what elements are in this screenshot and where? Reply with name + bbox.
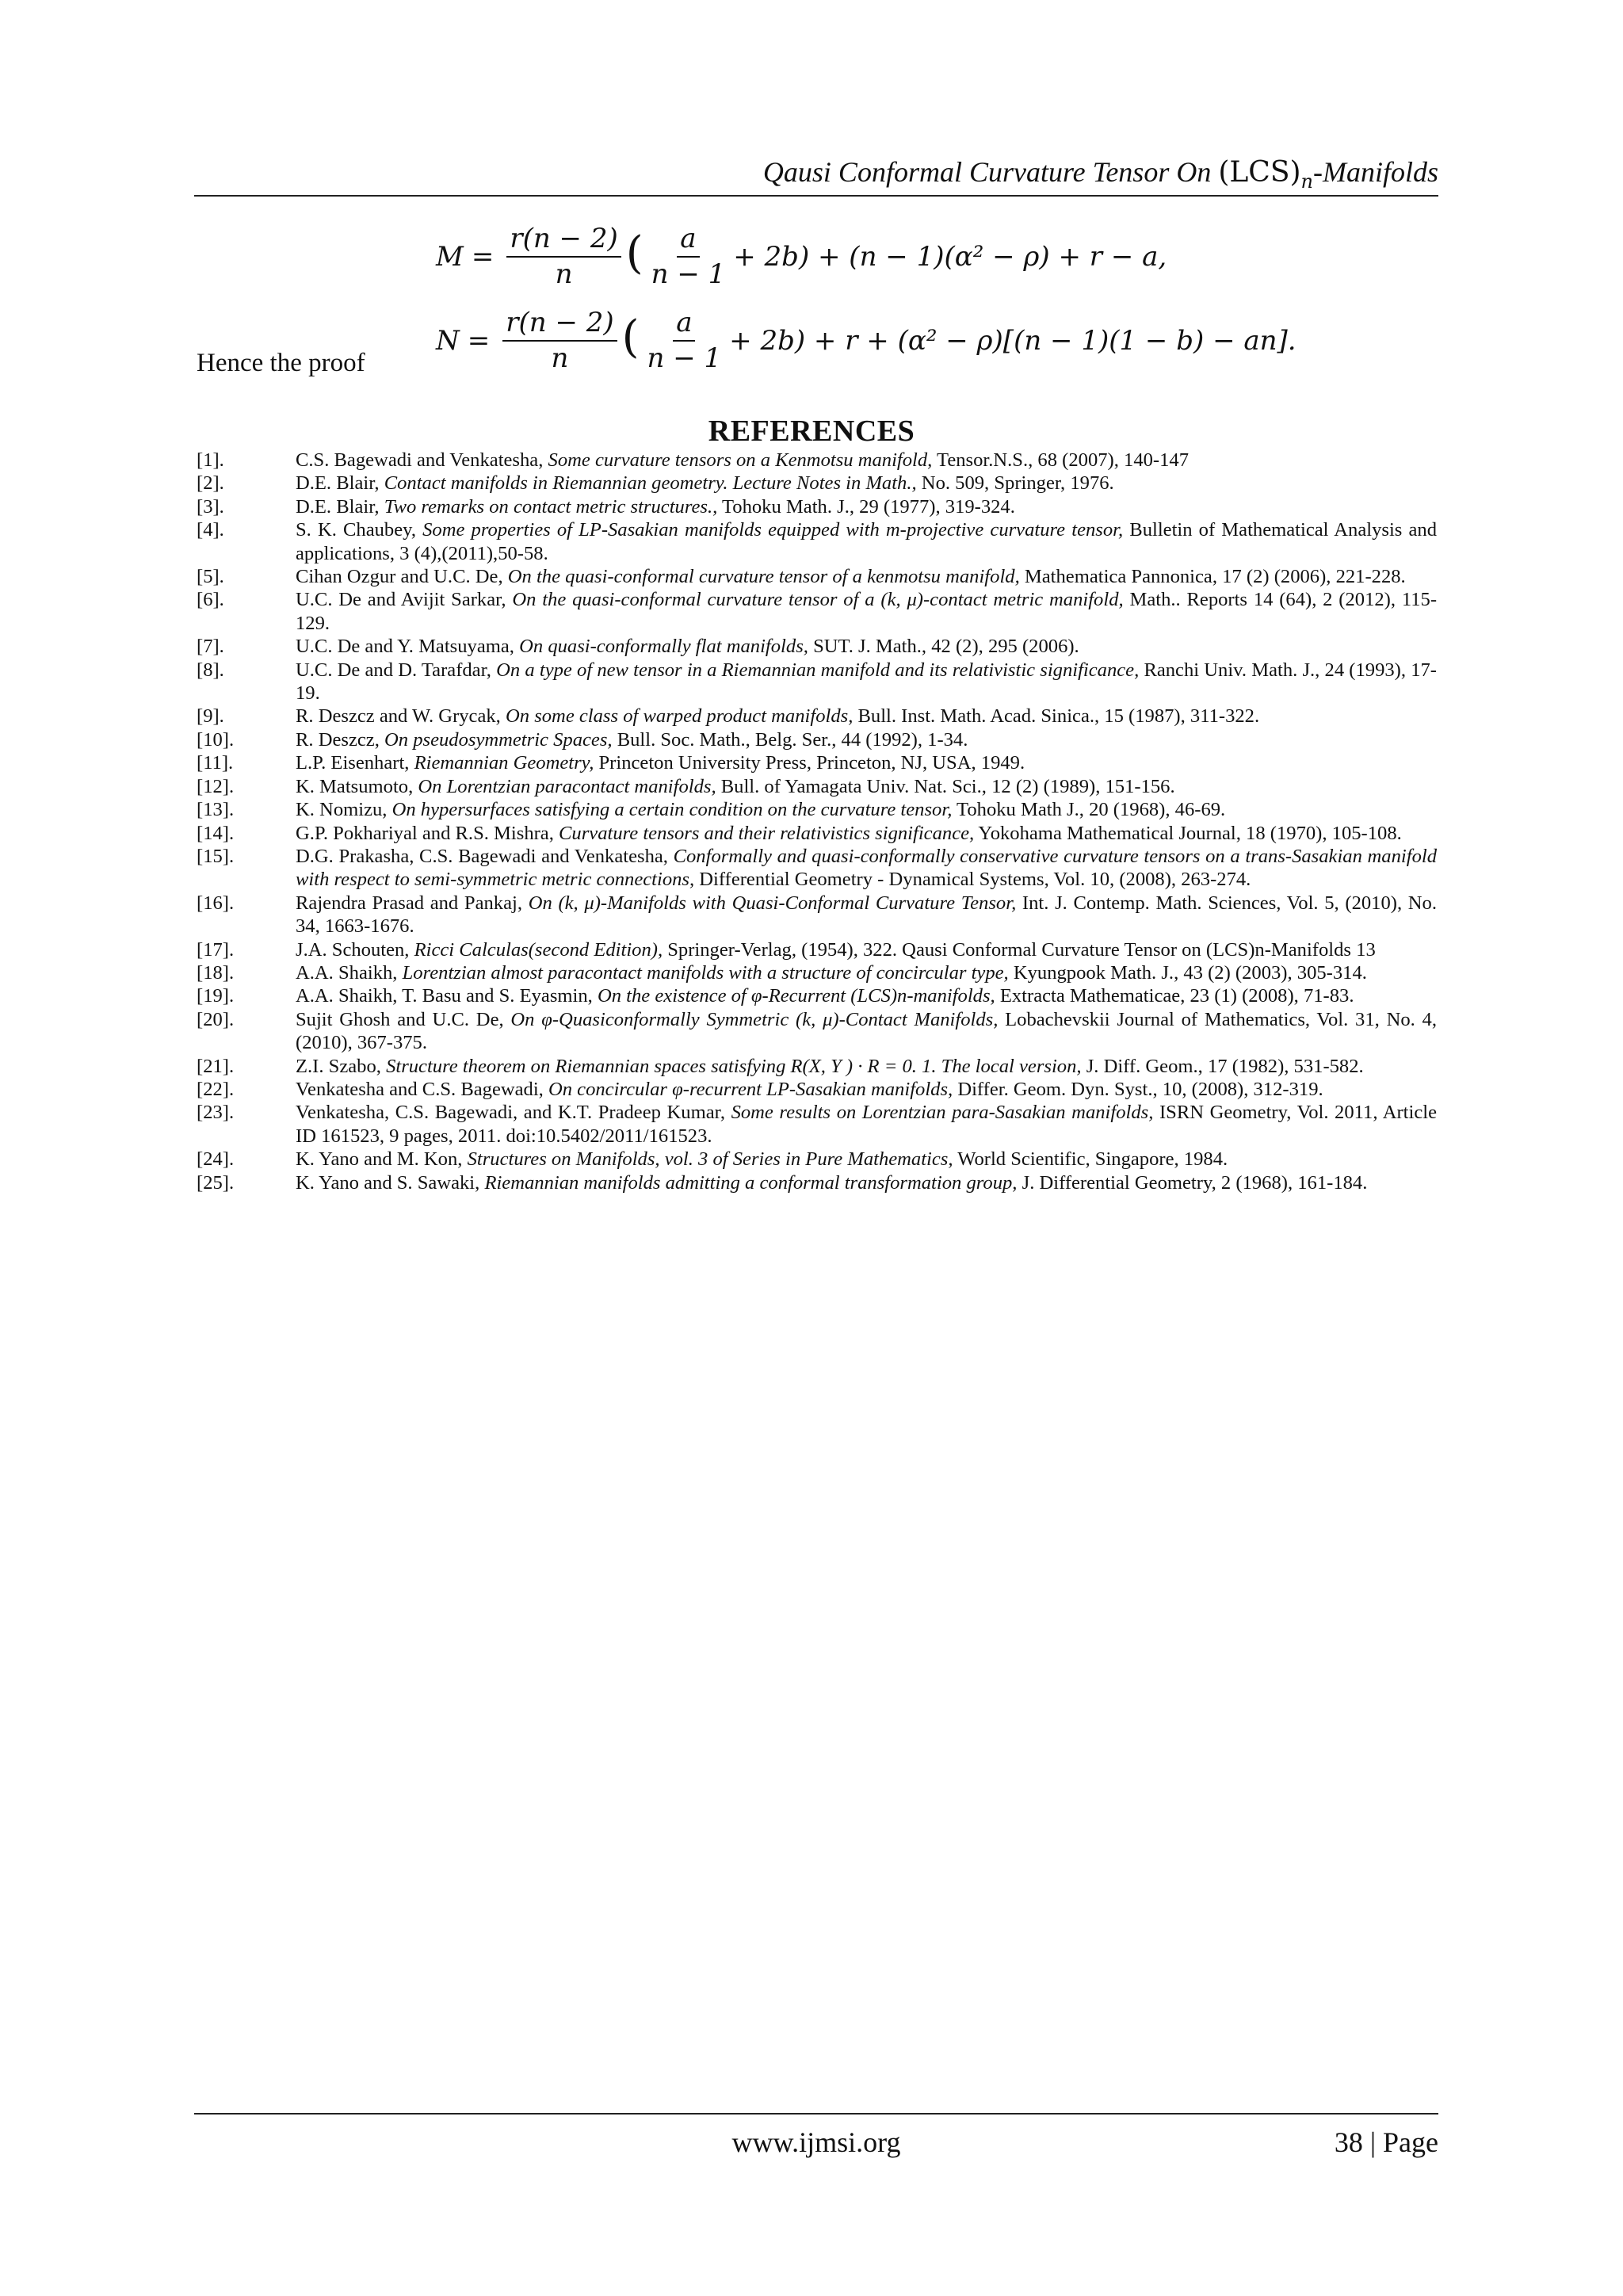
reference-publication: ISRN Geometry, Vol. 2011, Article ID 161523, 9 pages, 2011. doi:10.5402/2011/161523.	[296, 1102, 1437, 1147]
reference-publication: Princeton University Press, Princeton, NJ, USA, 1949.	[594, 752, 1025, 774]
reference-item	[197, 635, 1437, 658]
reference-text	[296, 565, 1437, 588]
reference-authors: A.A. Shaikh,	[296, 961, 403, 984]
reference-item	[197, 938, 1437, 961]
reference-publication: Kyungpook Math. J., 43 (2) (2003), 305-314.	[1008, 961, 1367, 984]
reference-authors: Rajendra Prasad and Pankaj,	[296, 892, 529, 914]
reference-title: On Lorentzian paracontact manifolds,	[418, 775, 716, 797]
reference-text	[296, 845, 1437, 892]
eq2-frac2-num: a	[673, 308, 695, 342]
reference-text	[296, 1148, 1437, 1171]
reference-authors: D.G. Prakasha, C.S. Bagewadi and Venkatesha,	[296, 845, 674, 867]
reference-authors: A.A. Shaikh, T. Basu and S. Eyasmin,	[296, 985, 598, 1007]
reference-publication: Differential Geometry - Dynamical Systems, Vol. 10, (2008), 263-274.	[694, 869, 1251, 891]
reference-title: On the quasi-conformal curvature tensor of a (k, μ)-contact metric manifold,	[512, 589, 1124, 611]
reference-publication: Lobachevskii Journal of Mathematics, Vol. 31, No. 4, (2010), 367-375.	[296, 1008, 1438, 1054]
reference-item	[197, 1008, 1437, 1055]
reference-title: Structure theorem on Riemannian spaces satisfying R(X, Y ) · R = 0. 1. The local version,	[386, 1055, 1082, 1077]
running-title-sub: n	[1300, 170, 1313, 193]
reference-authors: D.E. Blair,	[296, 495, 384, 518]
reference-text	[296, 1055, 1437, 1078]
reference-number: [2].	[197, 472, 224, 495]
reference-authors: Z.I. Szabo,	[296, 1055, 387, 1077]
reference-text	[296, 1171, 1437, 1194]
reference-item	[197, 565, 1437, 588]
reference-text	[296, 984, 1437, 1007]
reference-item	[197, 449, 1437, 472]
reference-authors: K. Nomizu,	[296, 799, 392, 821]
equation-n: N = $\frac{r(n - 2)}{n}$ ( $\frac{a}{n - 1}$ + 2b) + r + (α² − ρ)[(n − 1)(1 − b) − an].	[436, 306, 1296, 374]
reference-number: [14].	[197, 822, 235, 844]
reference-text	[296, 938, 1437, 961]
reference-item	[197, 775, 1437, 798]
reference-authors: K. Yano and M. Kon,	[296, 1148, 468, 1171]
proof-conclusion: Hence the proof	[197, 349, 365, 377]
reference-text	[296, 822, 1437, 845]
reference-publication: Int. J. Contemp. Math. Sciences, Vol. 5, (2010), No. 34, 1663-1676.	[296, 892, 1437, 938]
reference-number: [23].	[197, 1102, 235, 1124]
reference-title: On (k, μ)-Manifolds with Quasi-Conformal Curvature Tensor,	[528, 892, 1017, 914]
reference-item	[197, 728, 1437, 751]
reference-authors: J.A. Schouten,	[296, 938, 414, 961]
reference-item	[197, 751, 1437, 774]
reference-authors: U.C. De and Avijit Sarkar,	[296, 589, 513, 611]
reference-publication: No. 509, Springer, 1976.	[916, 472, 1114, 495]
reference-authors: Venkatesha, C.S. Bagewadi, and K.T. Pradeep Kumar,	[296, 1102, 731, 1124]
reference-title: On concircular φ-recurrent LP-Sasakian manifolds,	[548, 1078, 953, 1100]
reference-text	[296, 588, 1437, 635]
reference-item	[197, 472, 1437, 495]
reference-title: On pseudosymmetric Spaces,	[384, 728, 613, 751]
reference-number: [6].	[197, 589, 224, 611]
eq1-fraction-1	[506, 223, 621, 290]
eq1-fraction-2	[648, 223, 729, 290]
reference-publication: Bull. Inst. Math. Acad. Sinica., 15 (1987), 311-322.	[853, 705, 1260, 728]
reference-number: [22].	[197, 1078, 235, 1100]
reference-text	[296, 495, 1437, 518]
reference-text	[296, 751, 1437, 774]
reference-text	[296, 1078, 1437, 1101]
journal-url[interactable]: www.ijmsi.org	[731, 2126, 901, 2158]
reference-item	[197, 1148, 1437, 1171]
reference-authors: U.C. De and Y. Matsuyama,	[296, 636, 520, 658]
reference-authors: Cihan Ozgur and U.C. De,	[296, 566, 508, 588]
reference-title: Some results on Lorentzian para-Sasakian manifolds,	[731, 1102, 1154, 1124]
reference-title: On hypersurfaces satisfying a certain condition on the curvature tensor,	[391, 799, 953, 821]
reference-item	[197, 961, 1437, 984]
reference-number: [19].	[197, 985, 235, 1007]
running-title-pre: Qausi Conformal Curvature Tensor On	[762, 156, 1219, 188]
reference-number: [21].	[197, 1055, 235, 1077]
reference-authors: R. Deszcz,	[296, 728, 384, 751]
reference-title: On the quasi-conformal curvature tensor of a kenmotsu manifold,	[507, 566, 1020, 588]
reference-authors: C.S. Bagewadi and Venkatesha,	[296, 449, 548, 471]
reference-text	[296, 705, 1437, 728]
reference-publication: Ranchi Univ. Math. J., 24 (1993), 17-19.	[296, 659, 1437, 705]
reference-item	[197, 1078, 1437, 1101]
reference-number: [7].	[197, 636, 224, 658]
reference-text	[296, 961, 1437, 984]
running-title-math: (LCS)	[1218, 156, 1301, 189]
reference-title: Riemannian manifolds admitting a conformal transformation group,	[484, 1171, 1018, 1194]
eq2-frac2-den: n − 1	[647, 342, 722, 374]
reference-item	[197, 659, 1437, 705]
reference-publication: Tohoku Math J., 20 (1968), 46-69.	[952, 799, 1226, 821]
eq2-tail: + 2b) + r + (α² − ρ)[(n − 1)(1 − b) − an].	[729, 325, 1296, 357]
reference-item	[197, 588, 1437, 635]
references-list	[197, 449, 1437, 1194]
reference-number: [9].	[197, 705, 224, 728]
eq2-frac1-num: r(n − 2)	[502, 308, 617, 342]
reference-authors: D.E. Blair,	[296, 472, 384, 495]
reference-publication: Extracta Mathematicae, 23 (1) (2008), 71-83.	[995, 985, 1354, 1007]
equation-m: M = $\frac{r(n - 2)}{n}$ ( $\frac{a}{n - 1}$ + 2b) + (n − 1)(α² − ρ) + r − a,	[436, 222, 1167, 290]
reference-item	[197, 1171, 1437, 1194]
reference-text	[296, 449, 1437, 472]
reference-title: On φ-Quasiconformally Symmetric (k, μ)-Contact Manifolds,	[510, 1008, 999, 1030]
reference-publication: J. Diff. Geom., 17 (1982), 531-582.	[1081, 1055, 1364, 1077]
reference-title: On the existence of φ-Recurrent (LCS)n-manifolds,	[597, 985, 995, 1007]
eq2-fraction-2	[644, 308, 725, 374]
reference-publication: Tensor.N.S., 68 (2007), 140-147	[932, 449, 1189, 471]
reference-title: Two remarks on contact metric structures.,	[384, 495, 718, 518]
reference-authors: Venkatesha and C.S. Bagewadi,	[296, 1078, 548, 1100]
reference-authors: U.C. De and D. Tarafdar,	[296, 659, 497, 681]
reference-number: [17].	[197, 938, 235, 961]
reference-title: Some properties of LP-Sasakian manifolds equipped with m-projective curvature tensor,	[422, 519, 1124, 541]
reference-text	[296, 798, 1437, 821]
reference-title: Conformally and quasi-conformally conservative curvature tensors on a trans-Sasakian manifold with respect to semi-symmetric metric connections,	[296, 845, 1437, 891]
reference-number: [20].	[197, 1008, 235, 1030]
reference-number: [24].	[197, 1148, 235, 1171]
reference-number: [5].	[197, 566, 224, 588]
reference-title: Lorentzian almost paracontact manifolds with a structure of concircular type,	[402, 961, 1009, 984]
eq1-frac2-den: n − 1	[651, 258, 726, 290]
reference-text	[296, 728, 1437, 751]
reference-publication: World Scientific, Singapore, 1984.	[953, 1148, 1228, 1171]
reference-number: [3].	[197, 495, 224, 518]
references-heading: REFERENCES	[708, 415, 915, 448]
reference-publication: Bull. of Yamagata Univ. Nat. Sci., 12 (2) (1989), 151-156.	[716, 775, 1175, 797]
reference-title: Some curvature tensors on a Kenmotsu manifold,	[548, 449, 933, 471]
reference-text	[296, 1101, 1437, 1148]
reference-text	[296, 659, 1437, 705]
reference-item	[197, 495, 1437, 518]
reference-number: [10].	[197, 728, 235, 751]
reference-item	[197, 1101, 1437, 1148]
page-header	[194, 143, 1438, 197]
reference-item	[197, 705, 1437, 728]
reference-publication: Mathematica Pannonica, 17 (2) (2006), 221-228.	[1019, 566, 1406, 588]
reference-title: On a type of new tensor in a Riemannian manifold and its relativistic significance,	[496, 659, 1140, 681]
reference-number: [25].	[197, 1171, 235, 1194]
reference-publication: Differ. Geom. Dyn. Syst., 10, (2008), 312-319.	[953, 1078, 1323, 1100]
reference-title: On some class of warped product manifolds,	[505, 705, 854, 728]
reference-item	[197, 798, 1437, 821]
reference-title: Structures on Manifolds, vol. 3 of Series in Pure Mathematics,	[467, 1148, 953, 1171]
reference-title: Contact manifolds in Riemannian geometry. Lecture Notes in Math.,	[384, 472, 917, 495]
reference-text	[296, 472, 1437, 495]
reference-title: Curvature tensors and their relativistics significance,	[559, 822, 975, 844]
reference-authors: S. K. Chaubey,	[296, 519, 423, 541]
reference-number: [11].	[197, 752, 234, 774]
reference-text	[296, 1008, 1437, 1055]
reference-item	[197, 984, 1437, 1007]
reference-number: [16].	[197, 892, 235, 914]
eq2-lhs: N	[436, 325, 460, 357]
reference-number: [18].	[197, 961, 235, 984]
reference-publication: Tohoku Math. J., 29 (1977), 319-324.	[717, 495, 1015, 518]
reference-publication: SUT. J. Math., 42 (2), 295 (2006).	[808, 636, 1079, 658]
reference-title: Riemannian Geometry,	[414, 752, 594, 774]
eq1-lhs: M	[436, 241, 464, 273]
reference-number: [15].	[197, 845, 235, 867]
reference-publication: Bull. Soc. Math., Belg. Ser., 44 (1992), 1-34.	[612, 728, 968, 751]
reference-number: [8].	[197, 659, 224, 681]
reference-item	[197, 892, 1437, 938]
reference-number: [13].	[197, 799, 235, 821]
reference-publication: Math.. Reports 14 (64), 2 (2012), 115-129.	[296, 589, 1438, 634]
reference-publication: Yokohama Mathematical Journal, 18 (1970), 105-108.	[974, 822, 1402, 844]
reference-authors: G.P. Pokhariyal and R.S. Mishra,	[296, 822, 559, 844]
reference-publication: J. Differential Geometry, 2 (1968), 161-184.	[1017, 1171, 1368, 1194]
reference-number: [12].	[197, 775, 235, 797]
reference-publication: Springer-Verlag, (1954), 322. Qausi Conformal Curvature Tensor on (LCS)n-Manifolds 13	[663, 938, 1376, 961]
reference-item	[197, 518, 1437, 565]
eq1-tail: + 2b) + (n − 1)(α² − ρ) + r − a,	[733, 241, 1167, 273]
reference-text	[296, 518, 1437, 565]
eq1-frac1-num: r(n − 2)	[506, 223, 621, 258]
reference-text	[296, 775, 1437, 798]
reference-title: On quasi-conformally flat manifolds,	[519, 636, 808, 658]
reference-authors: K. Yano and S. Sawaki,	[296, 1171, 485, 1194]
reference-title: Ricci Calculas(second Edition),	[414, 938, 663, 961]
reference-number: [4].	[197, 519, 224, 541]
running-title	[763, 155, 1438, 193]
reference-item	[197, 822, 1437, 845]
reference-authors: K. Matsumoto,	[296, 775, 418, 797]
reference-text	[296, 892, 1437, 938]
reference-item	[197, 1055, 1437, 1078]
eq2-frac1-den: n	[551, 342, 569, 374]
running-title-post: -Manifolds	[1313, 156, 1438, 188]
reference-authors: R. Deszcz and W. Grycak,	[296, 705, 506, 728]
eq1-frac1-den: n	[555, 258, 573, 290]
reference-item	[197, 845, 1437, 892]
reference-text	[296, 635, 1437, 658]
page-footer	[194, 2113, 1438, 2178]
eq1-frac2-num: a	[677, 223, 699, 258]
page-number: 38 | Page	[1334, 2126, 1438, 2158]
reference-number: [1].	[197, 449, 224, 471]
reference-authors: L.P. Eisenhart,	[296, 752, 414, 774]
reference-authors: Sujit Ghosh and U.C. De,	[296, 1008, 511, 1030]
reference-publication: Bulletin of Mathematical Analysis and applications, 3 (4),(2011),50-58.	[296, 519, 1438, 564]
eq2-fraction-1	[502, 308, 617, 374]
